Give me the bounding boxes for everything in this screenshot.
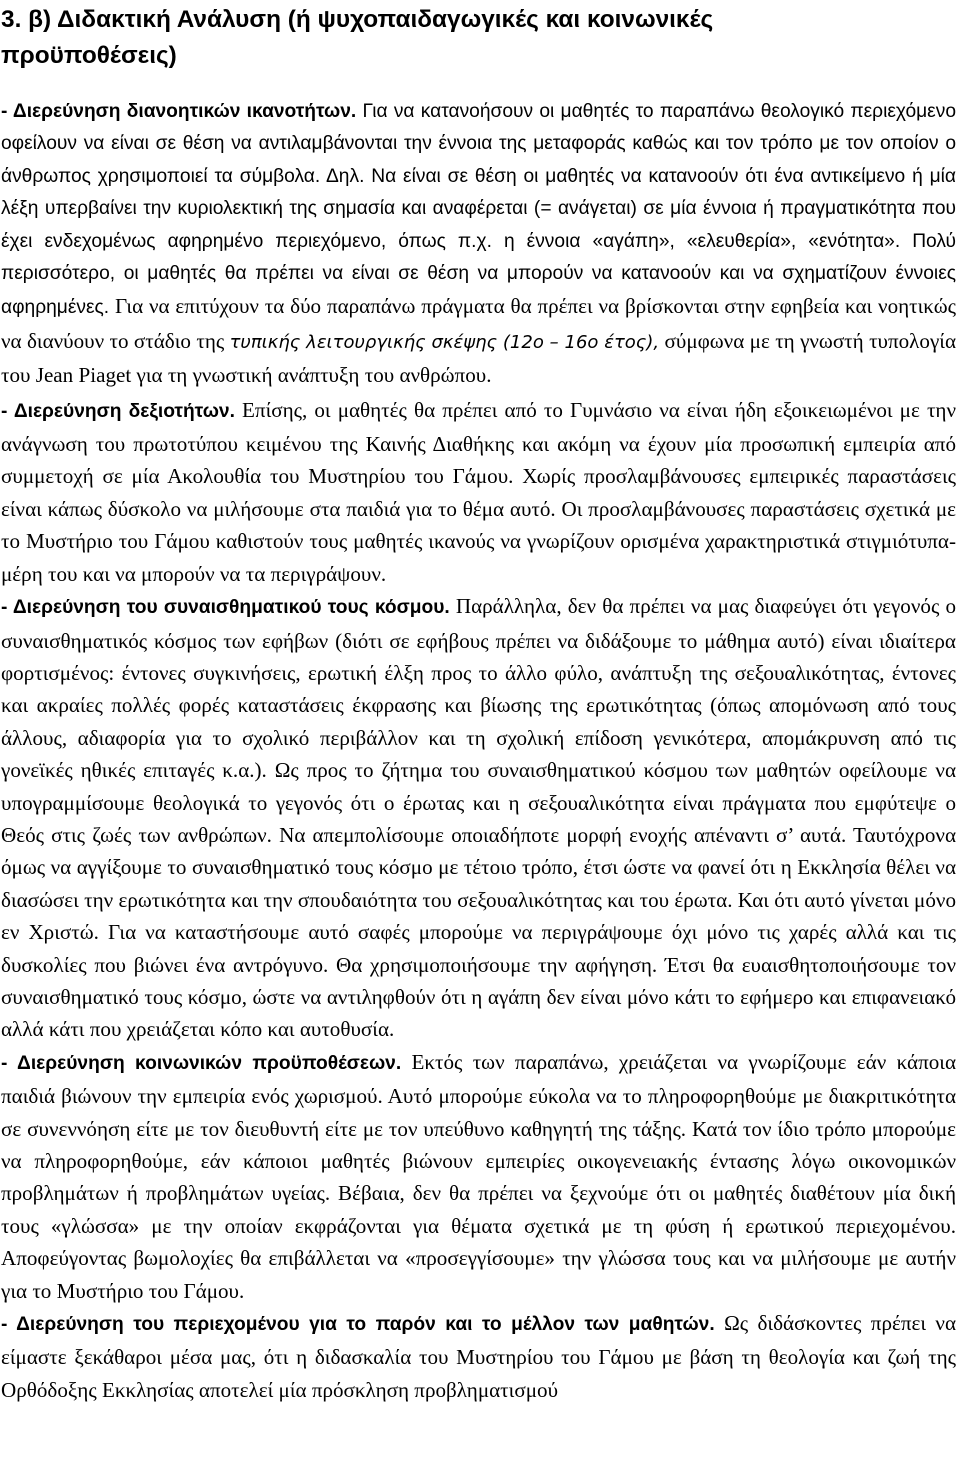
paragraph-lead-skills: - Διερεύνηση δεξιοτήτων. (1, 400, 235, 422)
paragraph-skills (1, 394, 956, 590)
paragraph-lead-cognitive: - Διερεύνηση διανοητικών ικανοτήτων. (1, 101, 357, 122)
paragraph-italic-cognitive: τυπικής λειτουργικής σκέψης (12ο – 16ο έτος), (229, 331, 660, 353)
paragraph-text-cognitive-1: Για να κατανοήσουν οι μαθητές το παραπάνω θεολογικό περιεχόμενο οφείλουν να είναι σε θέση να αντιλαμβάνονται την έννοια της μεταφοράς καθώς και τον τρόπο με τον οποίον ο άνθρωπος χρησιμοποιεί τα σύμβολα. Δηλ. Να είναι σε θέση οι μαθητές να κατανοούν ότι ένα αντικείμενο ή μία λέξη υπερβαίνει την κυριολεκτική της σημασία και αναφέρεται (= ανάγεται) σε μία έννοια ή πραγματικότητα που έχει ενδεχομένως αφηρημένο περιεχόμενο, όπως π.χ. η έννοια «αγάπη», «ελευθερία», «ενότητα». Πολύ περισσότερο, οι μαθητές θα πρέπει να είναι σε θέση να μπορούν να κατανοούν και να σχηματίζουν έννοιες αφηρημένες. (1, 101, 957, 319)
paragraph-text-skills: Επίσης, οι μαθητές θα πρέπει από το Γυμνάσιο να είναι ήδη εξοικειωμένοι με την ανάγνωση του πρωτοτύπου κειμένου της Καινής Διαθήκης και ακόμη να έχουν μία προσωπική εμπειρία από συμμετοχή σε μία Ακολουθία του Μυστηρίου του Γάμου. Χωρίς προσλαμβάνουσες εμπειρικές παραστάσεις είναι κάπως δύσκολο να μιλήσουμε στα παιδιά για το θέμα αυτό. Οι προσλαμβάνουσες παραστάσεις σχετικά με το Μυστήριο του Γάμου καθιστούν τους μαθητές ικανούς να γνωρίζουν ορισμένα χαρακτηριστικά στιγμιότυπα-μέρη του και να μπορούν να τα περιγράψουν. (1, 397, 956, 586)
paragraph-text-social: Εκτός των παραπάνω, χρειάζεται να γνωρίζουμε εάν κάποια παιδιά βιώνουν την εμπειρία ενός χωρισμού. Αυτό μπορούμε εύκολα να το πληροφορηθούμε με διακριτικότητα σε συνεννόηση είτε με τον διευθυντή είτε με τον υπεύθυνο καθηγητή της τάξης. Κατά τον ίδιο τρόπο μπορούμε να πληροφορηθούμε, εάν κάποιοι μαθητές βιώνουν εμπειρίες οικογενειακής έντασης λόγω οικονομικών προβλημάτων ή προβλημάτων υγείας. Βέβαια, δεν θα πρέπει να ξεχνούμε ότι οι μαθητές διαθέτουν μία δική τους «γλώσσα» με την οποίαν εκφράζονται για θέματα σχετικά με τη φύση ή ερωτικού περιεχομένου. Αποφεύγοντας βωμολοχίες θα επιβάλλεται να «προσεγγίσουμε» την γλώσσα τους και να μιλήσουμε με αυτήν για το Μυστήριο του Γάμου. (1, 1049, 956, 1303)
section-heading (1, 0, 956, 74)
paragraph-text-cognitive-2: Για να επιτύχουν τα δύο παραπάνω πράγματα θα πρέπει να βρίσκονται στην εφηβεία και νοητικώς να διανύουν το στάδιο της (1, 294, 956, 353)
paragraph-content (1, 1307, 956, 1406)
paragraph-lead-social: - Διερεύνηση κοινωνικών προϋποθέσεων. (1, 1052, 402, 1074)
paragraph-lead-content: - Διερεύνηση του περιεχομένου για το παρόν και το μέλλον των μαθητών. (1, 1314, 715, 1336)
paragraph-text-emotional: Παράλληλα, δεν θα πρέπει να μας διαφεύγει ότι γεγονός ο συναισθηματικός κόσμος των εφήβων (διότι σε εφήβους πρέπει να διδάξουμε το μάθημα αυτό) είναι ιδιαίτερα φορτισμένος: έντονες συγκινήσεις, ερωτική έλξη προς το άλλο φύλο, ανάπτυξη της σεξουαλικότητας, έντονες και ακραίες πολλές φορές καταστάσεις έκφρασης και βίωσης της ερωτικότητας (όπως απομόνωση από τους άλλους, αδιαφορία για το σχολικό περιβάλλον και τη σχολική επίδοση γενικότερα, απομάκρυνση από τις γονεϊκές ηθικές επιταγές κ.α.). Ως προς το ζήτημα του συναισθηματικού κόσμου των μαθητών οφείλουμε να υπογραμμίσουμε θεολογικά το γεγονός ότι ο έρωτας και η σεξουαλικότητα είναι πράγματα που εμφύτεψε ο Θεός στις ζωές των ανθρώπων. Να απεμπολίσουμε οποιαδήποτε μορφή ενοχής απέναντι σ’ αυτά. Ταυτόχρονα όμως να αγγίξουμε το συναισθηματικό τους κόσμο με τέτοιο τρόπο, έτσι ώστε να φανεί ότι η Εκκλησία θέλει να διασώσει την ερωτικότητα και την σπουδαιότητα του σεξουαλικότητας και του έρωτα. Και ότι αυτό γίνεται μόνο εν Χριστώ. Για να καταστήσουμε αυτό σαφές μπορούμε να περιγράψουμε όχι μόνο τις χαρές αλλά και τις δυσκολίες που βιώνει ένα αντρόγυνο. Θα χρησιμοποιήσουμε την αφήγηση. Έτσι θα ευαισθητοποιήσουμε τον συναισθηματικό τους κόσμο, ώστε να αντιληφθούν ότι η αγάπη δεν είναι μόνο κάτι το εφήμερο και επιφανειακό αλλά κάτι που χρειάζεται κόπο και αυτοθυσία. (1, 594, 956, 1042)
heading-line-2: προϋποθέσεις) (1, 42, 177, 69)
document-body (1, 96, 956, 1406)
paragraph-lead-emotional: - Διερεύνηση του συναισθηματικού τους κόσμου. (1, 597, 450, 619)
paragraph-emotional (1, 590, 956, 1046)
paragraph-social (1, 1046, 956, 1307)
heading-line-1: 3. β) Διδακτική Ανάλυση (ή ψυχοπαιδαγωγικές και κοινωνικές (1, 6, 714, 33)
paragraph-text-cognitive-3: σύμφωνα με τη γνωστή τυπολογία του Jean Piaget για τη γνωστική ανάπτυξη του ανθρώπου. (1, 328, 957, 388)
paragraph-text-content: Ως διδάσκοντες πρέπει να είμαστε ξεκάθαροι μέσα μας, ότι η διδασκαλία του Μυστηρίου του Γάμου με βάση τη θεολογία και ζωή της Ορθόδοξης Εκκλησίας αποτελεί μία πρόσκληση προβληματισμού (1, 1311, 956, 1402)
paragraph-cognitive (1, 96, 956, 394)
